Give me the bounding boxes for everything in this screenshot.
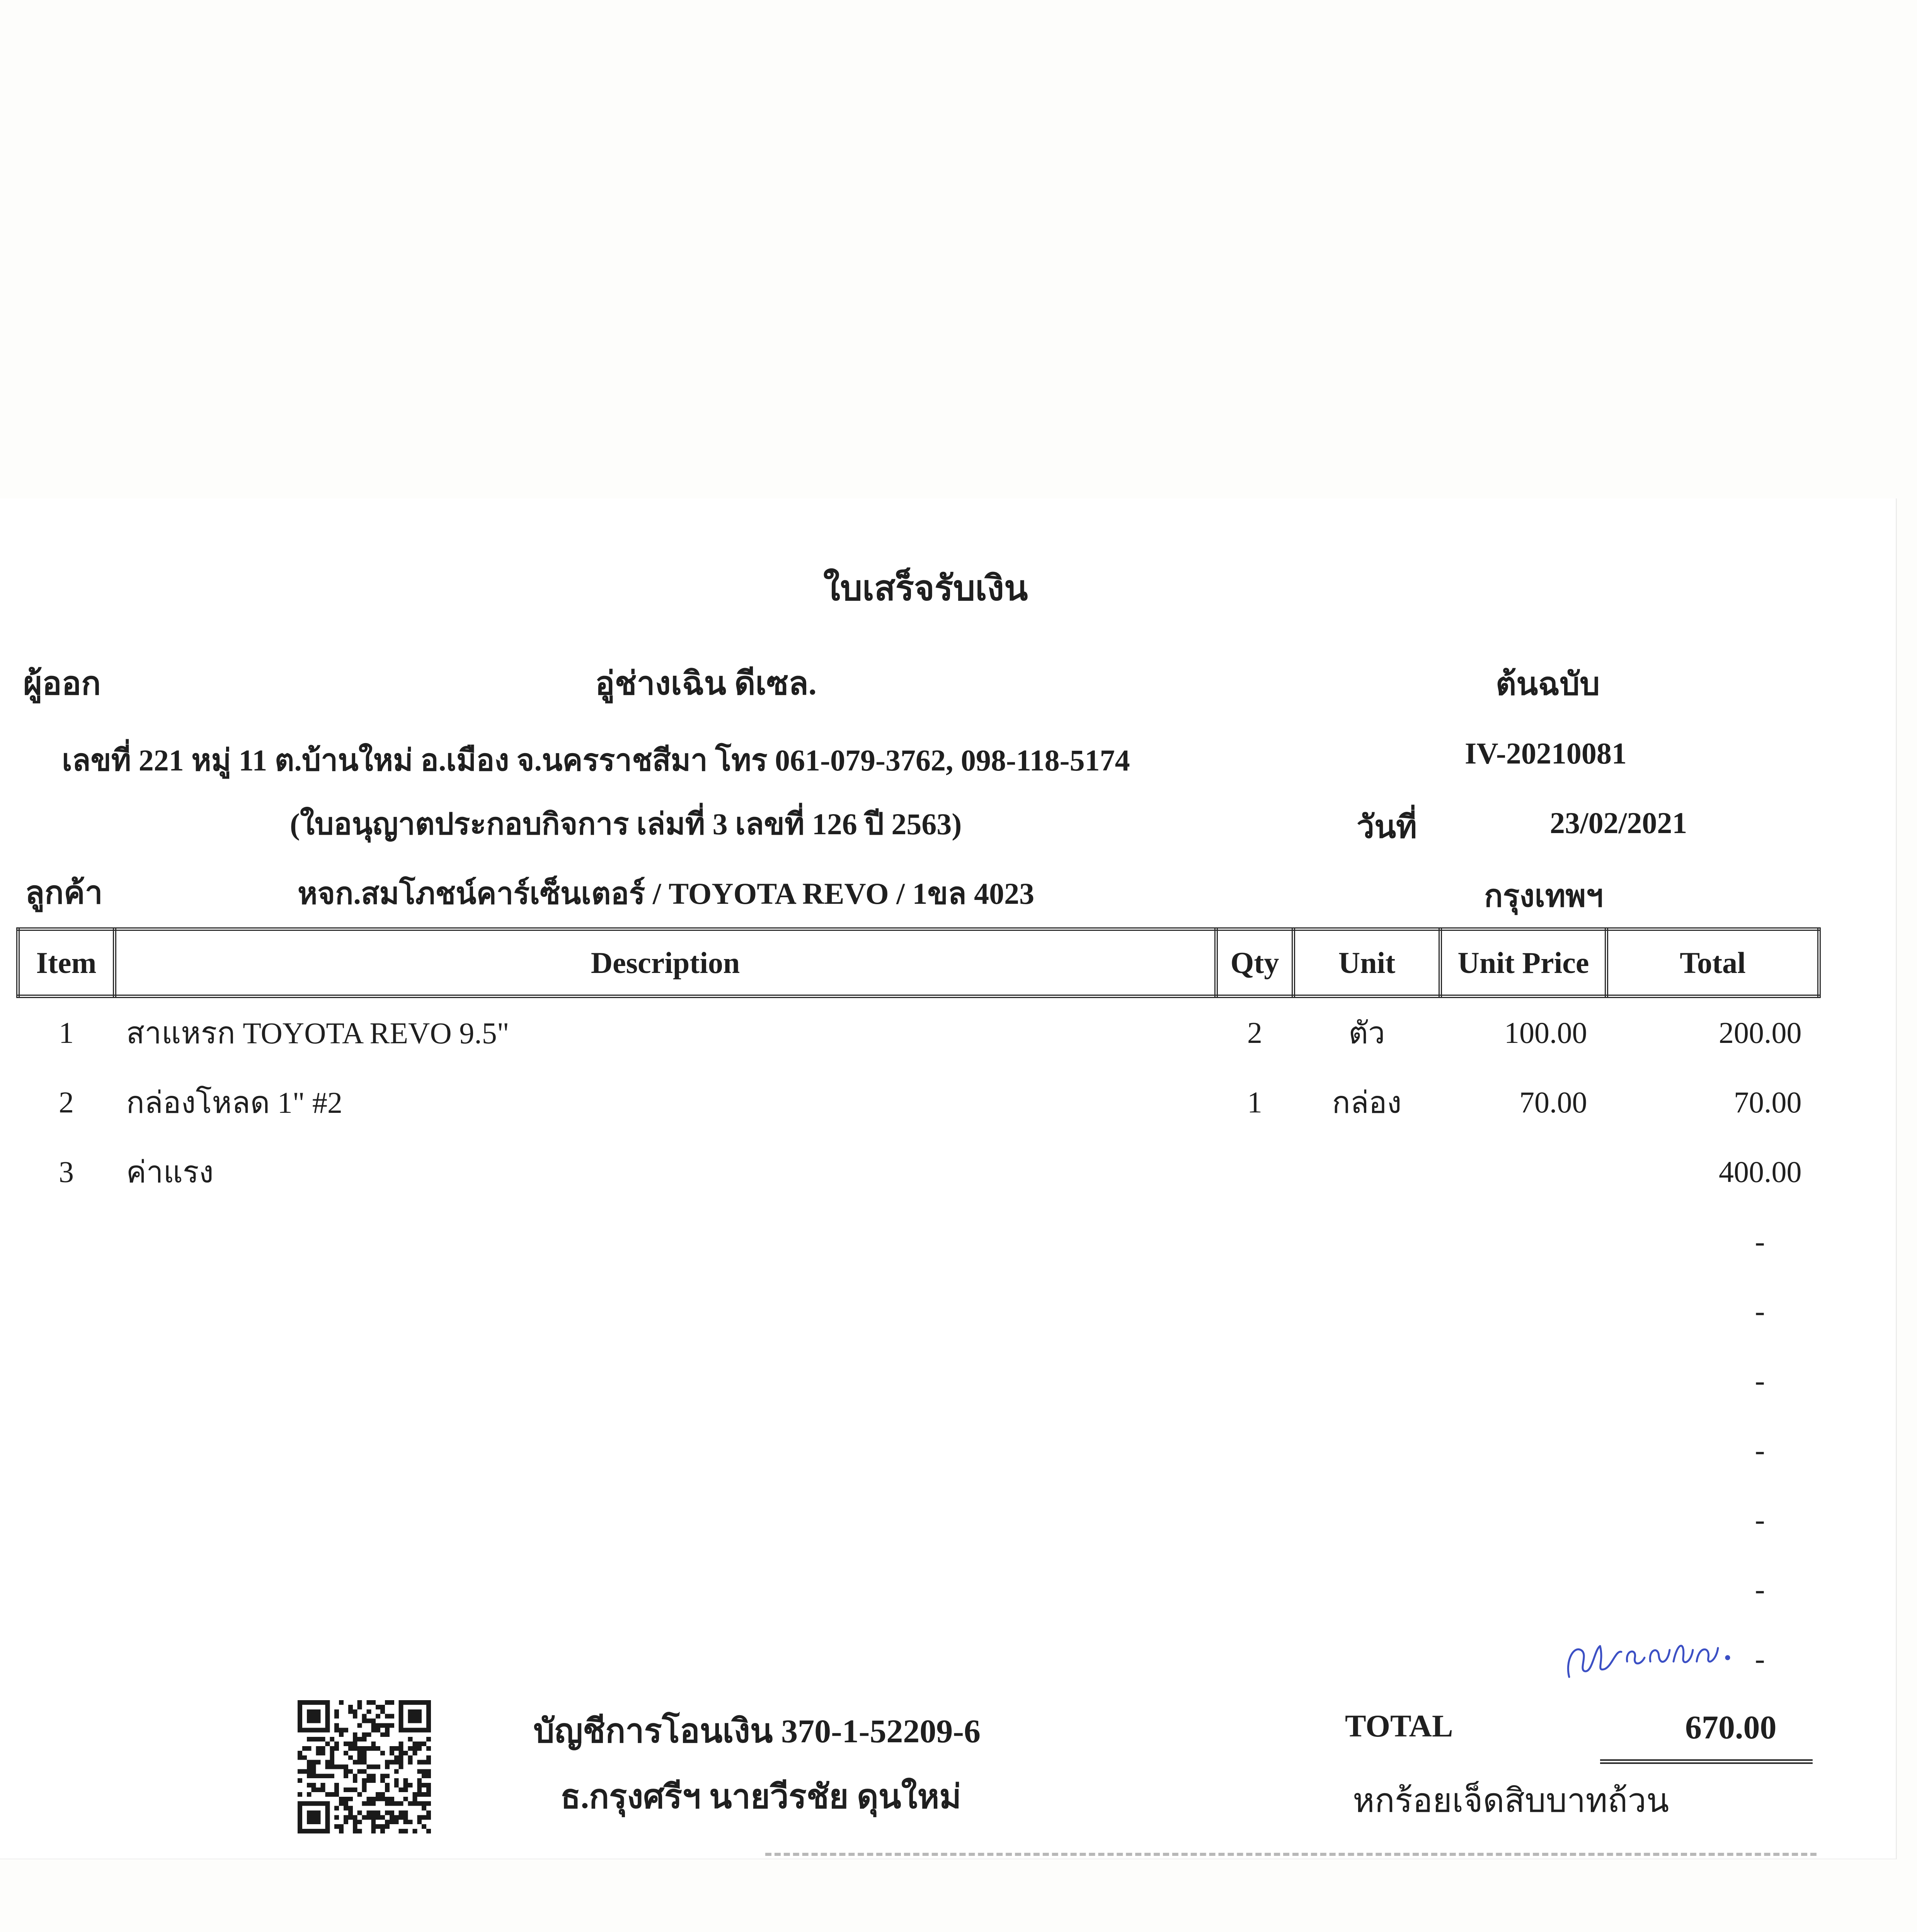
item-total: 400.00 <box>1719 1155 1802 1189</box>
item-unit-price <box>1440 1137 1607 1207</box>
item-unit-price <box>1440 1415 1607 1485</box>
item-total: - <box>1755 1433 1765 1467</box>
item-qty <box>1216 1137 1294 1207</box>
item-number <box>18 1415 115 1485</box>
header-item: Item <box>18 929 115 997</box>
item-unit <box>1294 1346 1440 1415</box>
table-row <box>18 1415 1819 1485</box>
table-row <box>18 1207 1819 1276</box>
item-qty <box>1216 1624 1294 1694</box>
header-total: Total <box>1607 929 1819 997</box>
item-total: - <box>1755 1225 1765 1258</box>
total-double-underline <box>1600 1759 1813 1764</box>
amount-in-words: หกร้อยเจ็ดสิบบาทถ้วน <box>1353 1782 1669 1819</box>
item-qty: 2 <box>1247 1016 1262 1049</box>
item-qty <box>1216 1346 1294 1415</box>
item-unit <box>1294 1415 1440 1485</box>
item-unit <box>1294 1485 1440 1554</box>
header-description: Description <box>115 929 1216 997</box>
total-label: TOTAL <box>1345 1708 1453 1743</box>
item-unit <box>1294 1207 1440 1276</box>
item-unit-price <box>1440 1207 1607 1276</box>
item-description <box>115 1415 1216 1485</box>
item-qty <box>1216 1276 1294 1346</box>
item-description <box>115 1554 1216 1624</box>
item-qty <box>1216 1554 1294 1624</box>
item-number <box>18 1485 115 1554</box>
table-row <box>18 1346 1819 1415</box>
shop-address: เลขที่ 221 หมู่ 11 ต.บ้านใหม่ อ.เมือง จ.นครราชสีมา โทร 061-079-3762, 098-118-5174 <box>62 743 1130 777</box>
copy-label: ต้นฉบับ <box>1496 667 1600 702</box>
item-unit-price: 70.00 <box>1519 1085 1587 1119</box>
item-number <box>18 1346 115 1415</box>
items-table <box>16 927 1821 1694</box>
item-description: กล่องโหลด 1" #2 <box>126 1086 343 1119</box>
item-total: 70.00 <box>1734 1085 1802 1119</box>
item-description <box>115 1624 1216 1694</box>
item-unit: กล่อง <box>1332 1086 1402 1119</box>
item-number <box>18 1624 115 1694</box>
item-description <box>115 1276 1216 1346</box>
bank-account: บัญชีการโอนเงิน 370-1-52209-6 <box>533 1713 981 1750</box>
total-value: 670.00 <box>1685 1709 1777 1746</box>
table-row <box>18 1276 1819 1346</box>
item-unit-price: 100.00 <box>1504 1016 1587 1049</box>
tear-line <box>765 1853 1817 1856</box>
table-row <box>18 1624 1819 1694</box>
table-row <box>18 1137 1819 1207</box>
item-unit-price <box>1440 1276 1607 1346</box>
shop-name: อู่ช่างเฉิน ดีเซล. <box>595 666 817 702</box>
item-total: 200.00 <box>1719 1016 1802 1049</box>
item-unit <box>1294 1276 1440 1346</box>
date-label: วันที่ <box>1357 810 1417 845</box>
item-qty <box>1216 1207 1294 1276</box>
customer-name: หจก.สมโภชน์คาร์เซ็นเตอร์ / TOYOTA REVO / 1ขล 4023 <box>298 877 1035 910</box>
item-unit <box>1294 1554 1440 1624</box>
item-unit <box>1294 1137 1440 1207</box>
item-unit: ตัว <box>1348 1016 1385 1050</box>
item-total: - <box>1755 1503 1765 1536</box>
table-row <box>18 1554 1819 1624</box>
item-qty: 1 <box>1247 1085 1262 1119</box>
table-row <box>18 997 1819 1068</box>
item-qty <box>1216 1485 1294 1554</box>
item-unit-price <box>1440 1485 1607 1554</box>
bank-name: ธ.กรุงศรีฯ นายวีรชัย ดุนใหม่ <box>560 1778 962 1815</box>
date-value: 23/02/2021 <box>1550 806 1687 840</box>
item-total: - <box>1755 1364 1765 1397</box>
table-row <box>18 1068 1819 1137</box>
item-number <box>18 1207 115 1276</box>
item-qty <box>1216 1415 1294 1485</box>
item-unit <box>1294 1624 1440 1694</box>
item-number: 3 <box>59 1155 74 1189</box>
item-number <box>18 1554 115 1624</box>
header-qty: Qty <box>1216 929 1294 997</box>
business-license: (ใบอนุญาตประกอบกิจการ เล่มที่ 3 เลขที่ 126 ปี 2563) <box>290 807 962 841</box>
table-row <box>18 1485 1819 1554</box>
item-number: 2 <box>59 1085 74 1119</box>
receipt-title: ใบเสร็จรับเงิน <box>823 570 1028 608</box>
item-description: สาแหรก TOYOTA REVO 9.5" <box>126 1016 509 1050</box>
item-description <box>115 1485 1216 1554</box>
item-description <box>115 1207 1216 1276</box>
item-number: 1 <box>59 1016 74 1049</box>
item-description: ค่าแรง <box>126 1155 214 1189</box>
invoice-number: IV-20210081 <box>1465 736 1627 770</box>
header-unit: Unit <box>1294 929 1440 997</box>
item-total: - <box>1755 1642 1765 1675</box>
table-header-row <box>18 929 1819 997</box>
item-description <box>115 1346 1216 1415</box>
item-number <box>18 1276 115 1346</box>
customer-city: กรุงเทพฯ <box>1484 879 1604 913</box>
handwritten-signature <box>1558 1604 1743 1689</box>
item-total: - <box>1755 1572 1765 1606</box>
item-total: - <box>1755 1294 1765 1328</box>
qr-code <box>298 1700 431 1833</box>
customer-label: ลูกค้า <box>25 875 103 910</box>
item-unit-price <box>1440 1346 1607 1415</box>
issuer-label: ผู้ออก <box>23 666 101 702</box>
header-unit-price: Unit Price <box>1440 929 1607 997</box>
